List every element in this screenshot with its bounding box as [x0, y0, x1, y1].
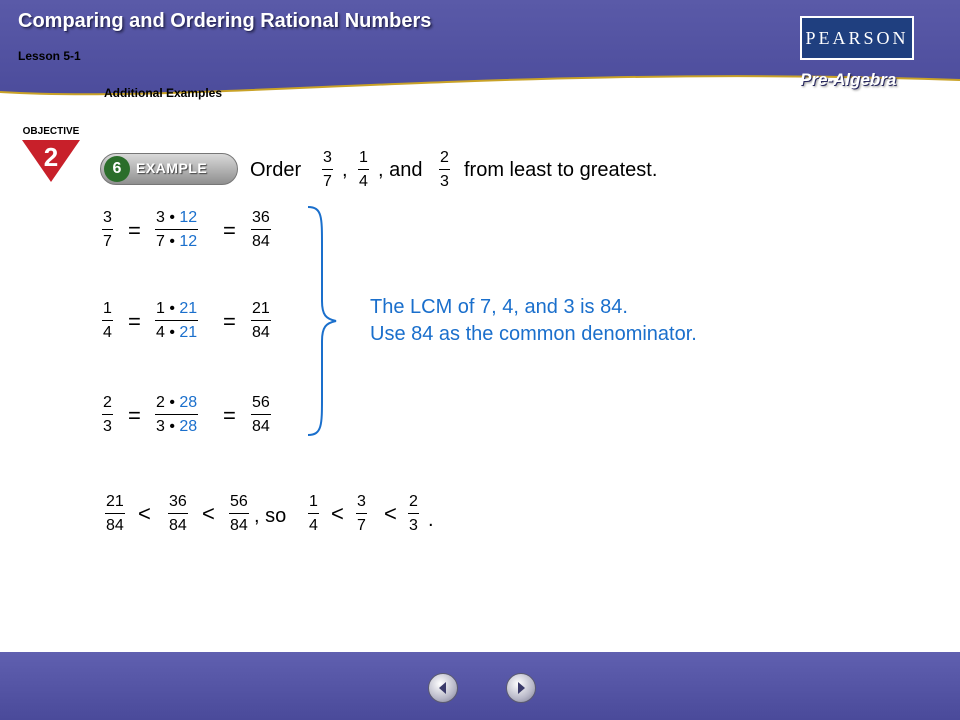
equals-sign: =: [128, 309, 141, 334]
example-number: 6: [104, 156, 130, 182]
conclusion-fraction: $\frac{56}{84}$: [230, 493, 248, 534]
conclusion-fraction: $\frac{1}{4}$: [309, 493, 318, 534]
step-multiplied-fraction: $\frac{3 • 12}{7 • 12}$: [156, 209, 198, 250]
footer-bar: [0, 652, 960, 720]
prompt-fraction: $\frac{2}{3}$: [440, 149, 449, 190]
equals-sign: =: [223, 218, 236, 243]
page-title: Comparing and Ordering Rational Numbers: [18, 10, 432, 32]
step-original-fraction: $\frac{3}{7}$: [103, 209, 112, 250]
conclusion-so: , so: [254, 505, 287, 527]
lcm-note: [370, 294, 697, 348]
conclusion-fraction: $\frac{2}{3}$: [409, 493, 418, 534]
step-result-fraction: $\frac{36}{84}$: [252, 209, 270, 250]
step-result-fraction: $\frac{56}{84}$: [252, 394, 270, 435]
equals-sign: =: [223, 309, 236, 334]
less-than-sign: <: [138, 501, 151, 526]
prompt-order: Order: [250, 159, 302, 181]
arrow-right-icon: [514, 681, 528, 695]
prompt-comma: ,: [342, 159, 348, 181]
objective-icon: [16, 122, 86, 184]
lesson-label: Lesson 5-1: [18, 49, 81, 63]
equals-sign: =: [128, 403, 141, 428]
step-result-fraction: $\frac{21}{84}$: [252, 300, 270, 341]
less-than-sign: <: [202, 501, 215, 526]
objective-label: OBJECTIVE: [22, 126, 80, 137]
less-than-sign: <: [331, 501, 344, 526]
prompt-rest: from least to greatest.: [464, 159, 658, 181]
conclusion-period: .: [428, 509, 434, 531]
arrow-left-icon: [436, 681, 450, 695]
previous-button[interactable]: [428, 673, 458, 703]
equals-sign: =: [223, 403, 236, 428]
step-multiplied-fraction: $\frac{1 • 21}{4 • 21}$: [156, 300, 198, 341]
less-than-sign: <: [384, 501, 397, 526]
course-name: Pre-Algebra: [800, 70, 897, 89]
step-original-fraction: $\frac{1}{4}$: [103, 300, 112, 341]
conclusion-fraction: $\frac{21}{84}$: [106, 493, 124, 534]
curly-brace-icon: [302, 205, 342, 437]
objective-number: 2: [43, 142, 59, 172]
next-button[interactable]: [506, 673, 536, 703]
section-label: Additional Examples: [104, 86, 223, 100]
pearson-logo: PEARSON: [800, 16, 914, 60]
step-original-fraction: $\frac{2}{3}$: [103, 394, 112, 435]
prompt-fraction: $\frac{3}{7}$: [323, 149, 332, 190]
prompt-and: , and: [378, 159, 423, 181]
equals-sign: =: [128, 218, 141, 243]
example-label: EXAMPLE: [136, 160, 208, 176]
conclusion-fraction: $\frac{36}{84}$: [169, 493, 187, 534]
step-multiplied-fraction: $\frac{2 • 28}{3 • 28}$: [156, 394, 198, 435]
lcm-note-line1: The LCM of 7, 4, and 3 is 84.: [370, 296, 628, 318]
conclusion-fraction: $\frac{3}{7}$: [357, 493, 366, 534]
lcm-note-line2: Use 84 as the common denominator.: [370, 323, 697, 345]
prompt-fraction: $\frac{1}{4}$: [359, 149, 368, 190]
